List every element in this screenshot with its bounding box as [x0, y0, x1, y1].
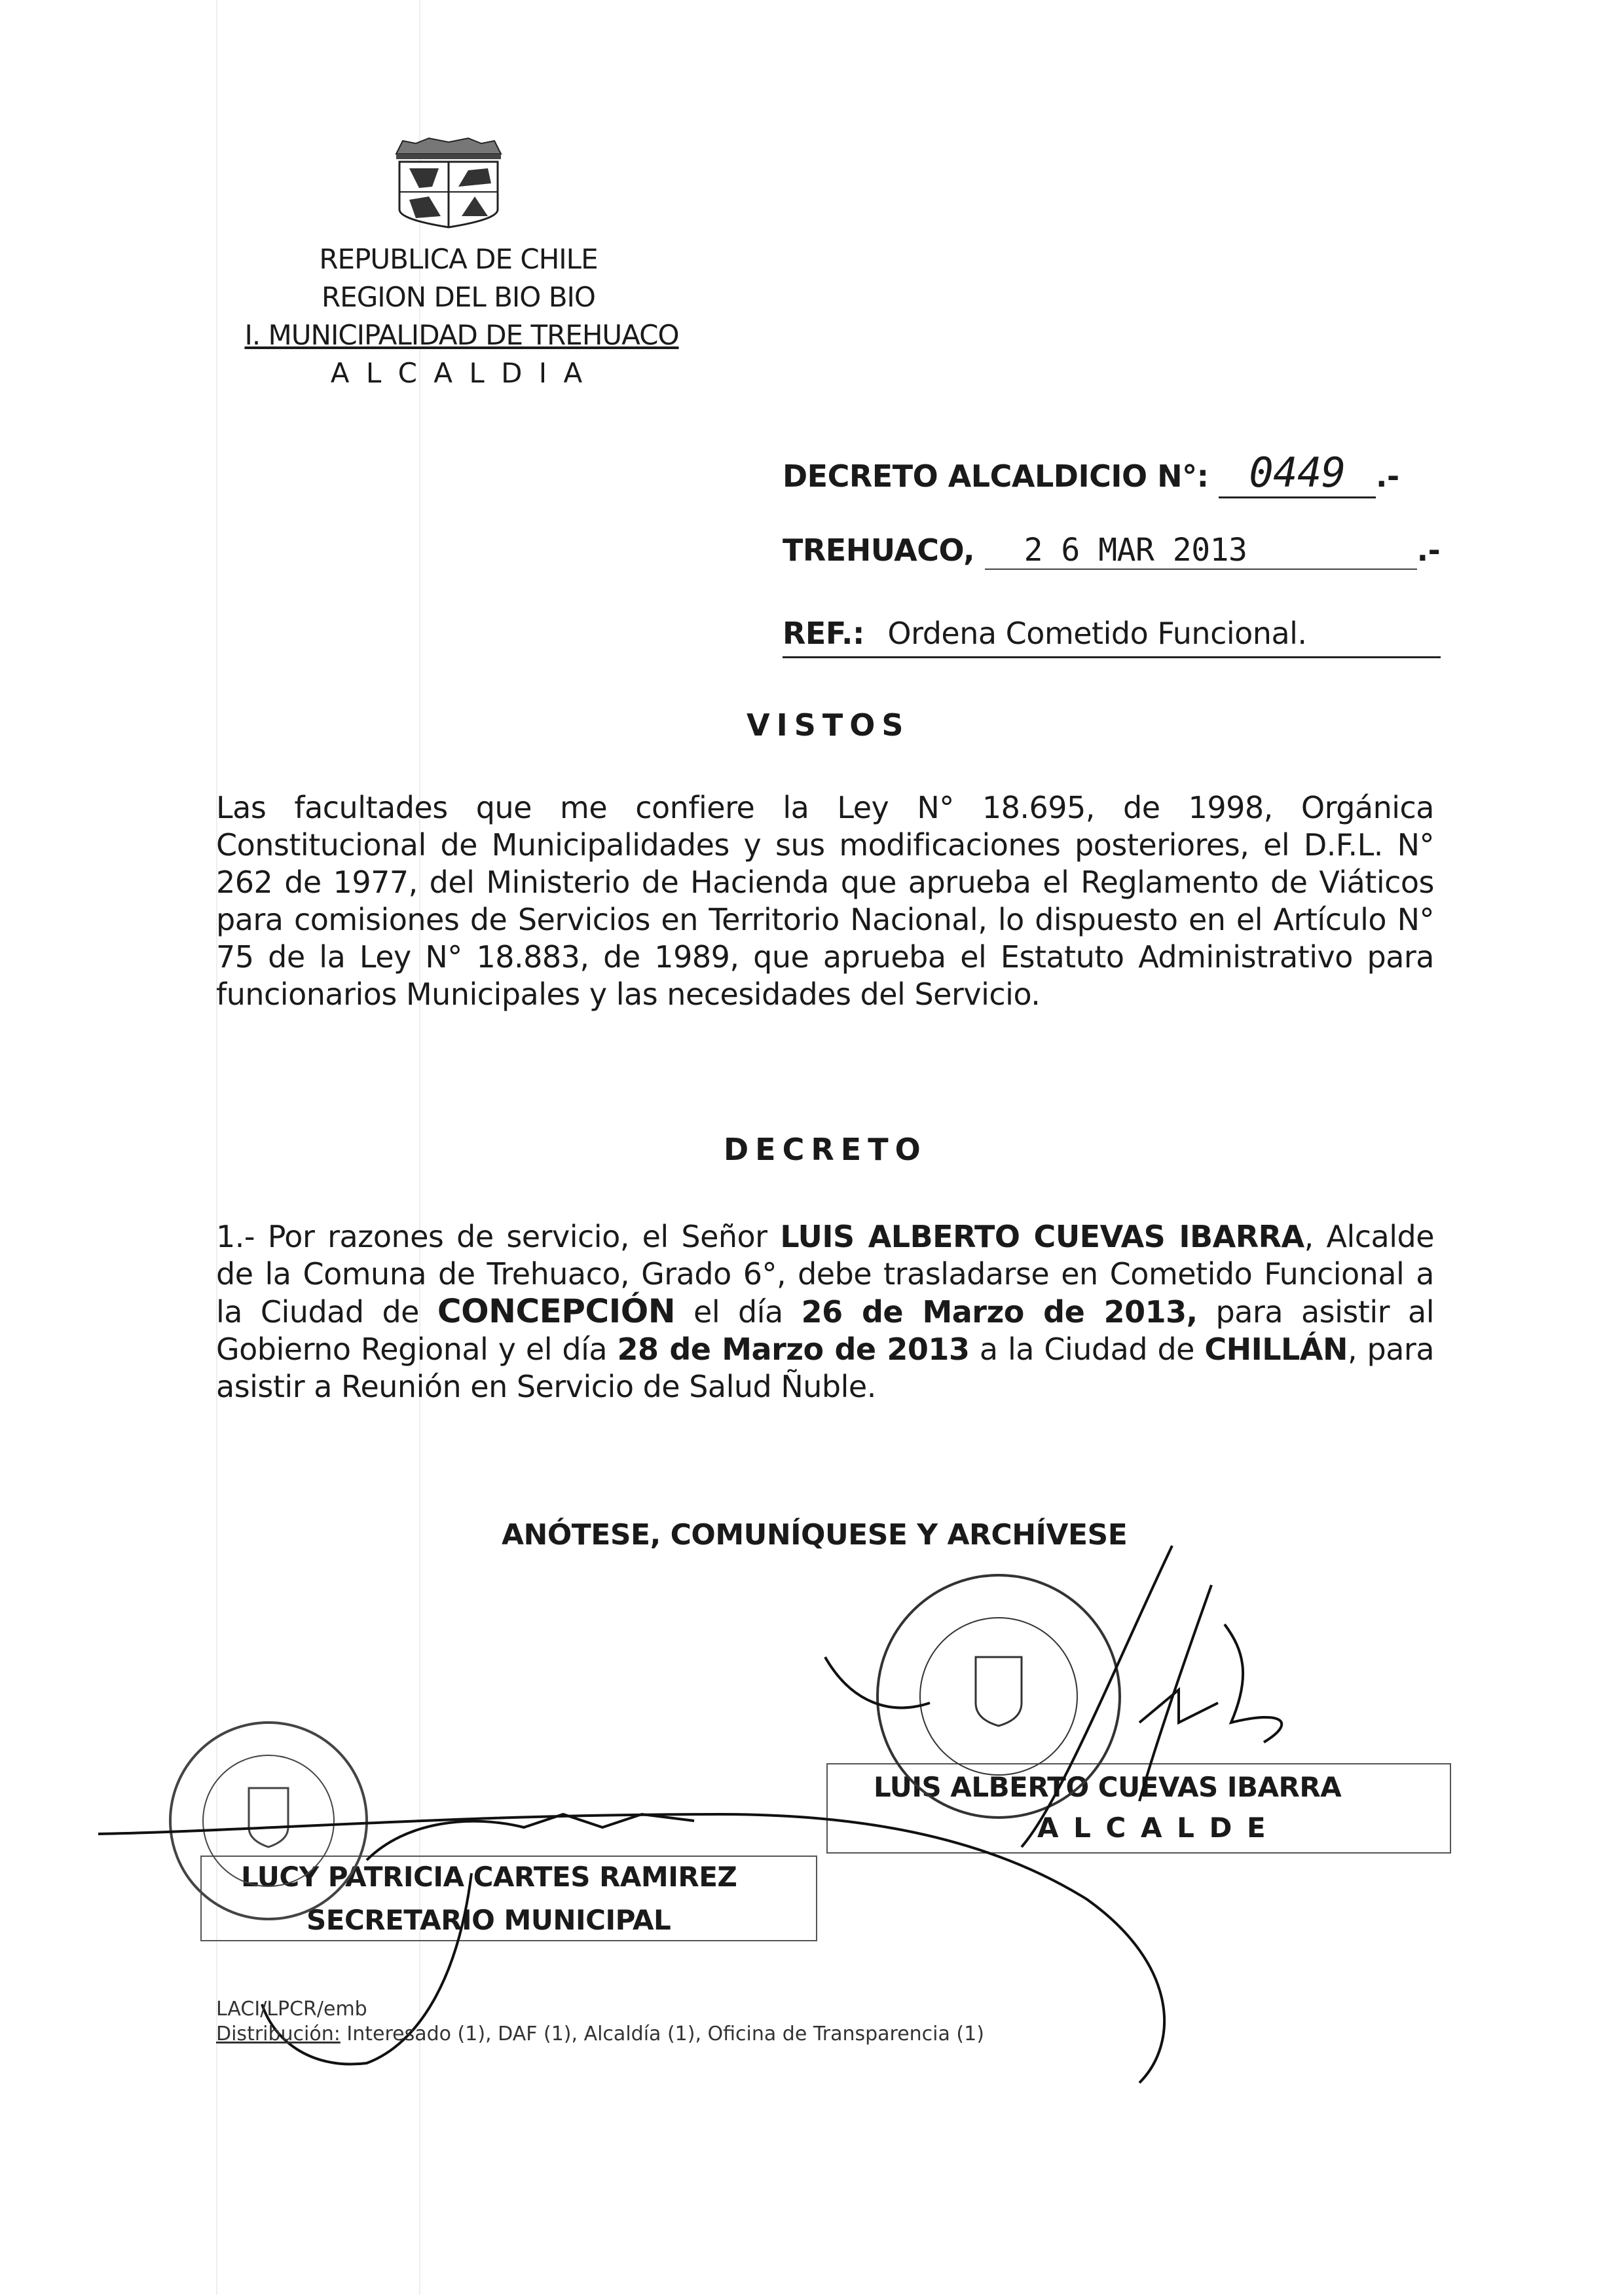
- municipal-crest-icon: [383, 134, 514, 229]
- author-initials: LACI/LPCR/emb: [216, 1998, 367, 2021]
- mayor-name: LUIS ALBERTO CUEVAS IBARRA: [874, 1771, 1342, 1803]
- travel-date: 28 de Marzo de 2013: [617, 1332, 970, 1367]
- text: 1.- Por razones de servicio, el Señor: [216, 1219, 781, 1254]
- closing-formula: ANÓTESE, COMUNÍQUESE Y ARCHÍVESE: [502, 1518, 1128, 1552]
- decree-number-label: DECRETO ALCALDICIO N°:: [783, 458, 1209, 494]
- decree-number-field: [783, 449, 1399, 498]
- distribution-label: Distribución:: [216, 2023, 341, 2045]
- vistos-heading: VISTOS: [747, 707, 910, 743]
- vistos-paragraph: Las facultades que me confiere la Ley N° 18.695, de 1998, Orgánica Constitucional de Municipalidades y sus modificaciones posteriores, el D.F.L. N° 262 de 1977, del Ministerio de Hacienda que aprueba el Reglamento de Viáticos para comisiones de Servicios en Territorio Nacional, lo dispuesto en el Artículo N° 75 de la Ley N° 18.883, de 1989, que aprueba el Estatuto Administrativo para funcionarios Municipales y las necesidades del Servicio.: [216, 790, 1434, 1012]
- text: a la Ciudad de: [969, 1332, 1205, 1367]
- reference-field: [783, 616, 1441, 658]
- reference-value: Ordena Cometido Funcional.: [887, 616, 1307, 651]
- text: , Alcalde de la Comuna de Trehuaco, Grado 6°, debe trasladarse en Cometido Funcional a la Ciudad de: [216, 1219, 1434, 1330]
- destination-city: CONCEPCIÓN: [437, 1292, 676, 1330]
- mayor-stamp-icon: [877, 1575, 1120, 1818]
- mayor-signature: [825, 1546, 1282, 1847]
- header-region: REGION DEL BIO BIO: [322, 281, 595, 313]
- decree-date-field: [783, 532, 1440, 570]
- decreto-heading: DECRETO: [724, 1132, 927, 1167]
- reference-label: REF.:: [783, 616, 864, 651]
- decreto-paragraph: [216, 1218, 1434, 1406]
- official-name: LUIS ALBERTO CUEVAS IBARRA: [780, 1219, 1304, 1254]
- header-office: A L C A L D I A: [330, 357, 587, 389]
- secretary-stamp-icon: [170, 1723, 367, 1919]
- mayor-title: A L C A L D E: [1037, 1812, 1268, 1844]
- secretary-title: SECRETARIO MUNICIPAL: [306, 1904, 671, 1936]
- distribution-text: Interesado (1), DAF (1), Alcaldía (1), Oficina de Transparencia (1): [340, 2023, 984, 2045]
- text: para asistir al Gobierno Regional y el día: [216, 1294, 1434, 1367]
- text: el día: [675, 1294, 802, 1330]
- destination-city: CHILLÁN: [1204, 1332, 1348, 1367]
- date-stamp-value: 2 6 MAR 2013: [985, 532, 1417, 570]
- header-municipality: I. MUNICIPALIDAD DE TREHUACO: [244, 319, 679, 351]
- text: , para asistir a Reunión en Servicio de Salud Ñuble.: [216, 1332, 1435, 1404]
- place-label: TREHUACO,: [783, 532, 975, 568]
- decree-number-value: 0449: [1219, 449, 1376, 498]
- travel-date: 26 de Marzo de 2013,: [801, 1294, 1198, 1330]
- header-country: REPUBLICA DE CHILE: [319, 243, 598, 275]
- suffix: .-: [1416, 532, 1441, 568]
- distribution-list: [216, 2023, 984, 2045]
- secretary-name: LUCY PATRICIA CARTES RAMIREZ: [241, 1861, 737, 1893]
- suffix: .-: [1376, 458, 1399, 494]
